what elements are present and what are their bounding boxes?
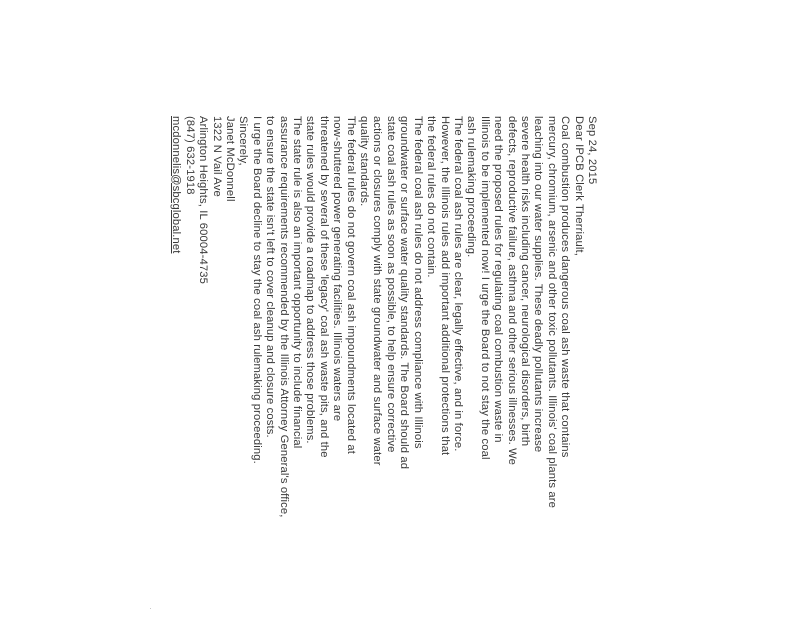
letter-paragraph-6: I urge the Board decline to stay the coal ash rulemaking proceeding. [250,116,263,464]
letter-salutation: Dear IPCB Clerk Therriault, [572,116,585,256]
letter-paragraph-1: Coal combustion produces dangerous coal ash waste that contains mercury, chromium, arsenic and other toxic pollutants. Illinois' coal plants are leaching into our water supplies. These deadly pollutants increase severe health risks including cancer, neurological disorders, birth defects, reproductive failure, asthma and other serious illnesses. We need the proposed rules for regulating coal combustion waste in Illinois to be implemented now! I urge the Board to not stay the coal ash rulemaking proceeding. [465,116,572,508]
signature-email: mcdonnelis@sbcglobal.net [170,116,183,254]
letter-paragraph-4: The federal rules do not govern coal ash impoundments located at now-shuttered power generating facilities. Illinois waters are threatened by several of these 'legacy' coal ash waste pits, and the state rules would provide a roadmap to address those problems. [304,116,357,458]
signature-block [169,116,236,596]
letter-date: Sep 24, 2015 [586,116,598,185]
signature-city: Arlington Heights, IL 60004-4735 [197,116,210,284]
scanned-letter [170,116,598,596]
letter-paragraph-5: The state rule is also an important opportunity to include financial assurance requirements recommended by the Illinois Attorney General's office, to ensure the state isn't left to cover cleanup and closure costs. [264,116,304,518]
letter-paragraph-3: The federal coal ash rules do not address compliance with Illinois groundwater or surface water quality standards. The Board should ad state coal ash rules as soon as possible, to help ensure corrective actions or closures comply with state groundwater and surface water quality standards. [358,116,424,470]
signature-phone: (847) 632-1918 [183,116,196,195]
letter-closing: Sincerely, [237,116,250,166]
signature-name: Janet McDonnell [224,116,237,202]
scan-speck [150,608,151,609]
signature-street: 1322 N Vail Ave [210,116,223,197]
letter-paragraph-2: The federal coal ash rules are clear, legally effective, and in force. However, the Illinois rules add important additional protections that the federal rules do not contain. [425,116,464,456]
